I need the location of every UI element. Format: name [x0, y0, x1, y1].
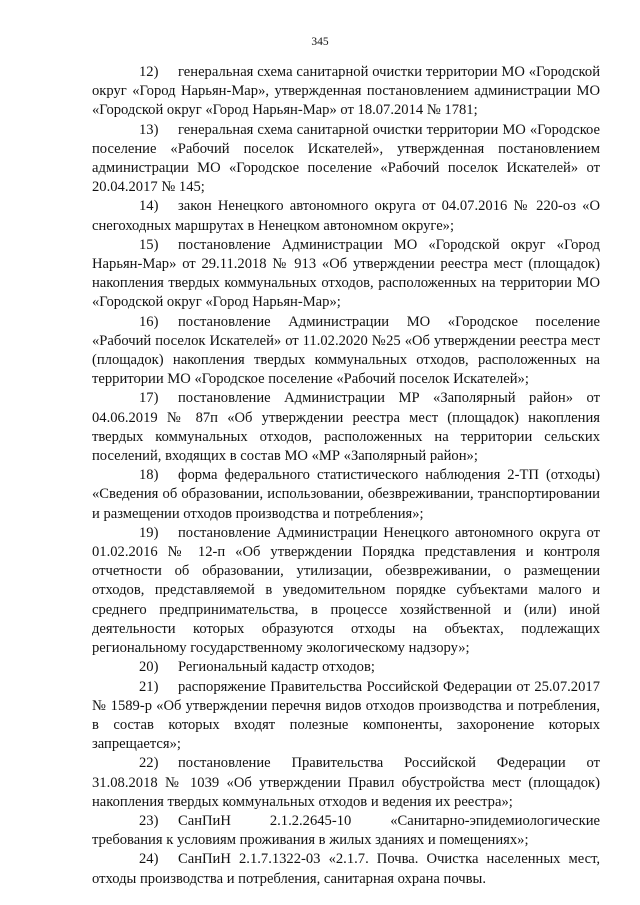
document-body [92, 63, 600, 889]
list-item [92, 197, 600, 235]
list-item [92, 313, 600, 390]
item-text: постановление Администрации МО «Городской округ «Город Нарьян-Мар» от 29.11.2018 № 913 «Об утверждении реестра мест (площадок) накопления твердых коммунальных отходов, расположенных на территории МО «Городской округ «Город Нарьян-Мар»; [92, 236, 600, 311]
item-text: распоряжение Правительства Российской Федерации от 25.07.2017 № 1589-р «Об утверждении перечня видов отходов производства и потребления, в состав которых входят полезные компоненты, захоронение которых запрещается»; [92, 678, 600, 753]
item-text: СанПиН 2.1.7.1322-03 «2.1.7. Почва. Очистка населенных мест, отходы производства и потребления, санитарная охрана почвы. [92, 851, 600, 887]
item-text: закон Ненецкого автономного округа от 04.07.2016 № 220-оз «О снегоходных маршрутах в Ненецком автономном округе»; [92, 198, 600, 234]
item-number: 20) [139, 659, 159, 676]
item-number: 24) [139, 851, 159, 868]
item-number: 21) [139, 678, 159, 695]
item-number: 19) [139, 524, 159, 541]
item-number: 22) [139, 755, 159, 772]
list-item [92, 236, 600, 313]
list-item [92, 754, 600, 812]
item-number: 18) [139, 467, 159, 484]
list-item [92, 466, 600, 524]
list-item [92, 121, 600, 198]
item-text: постановление Администрации МО «Городское поселение «Рабочий поселок Искателей» от 11.02.2020 №25 «Об утверждении реестра мест (площадок) накопления твердых коммунальных отходов, расположенных на территории МО «Городское поселение «Рабочий поселок Искателей»; [92, 313, 600, 388]
list-item [92, 389, 600, 466]
page-number: 345 [311, 36, 329, 48]
list-item [92, 678, 600, 755]
item-text: постановление Администрации МР «Заполярный район» от 04.06.2019 № 87п «Об утверждении реестра мест (площадок) накопления твердых коммунальных отходов, расположенных на территории сельских поселений, входящих в состав МО «МР «Заполярный район»; [92, 390, 600, 465]
item-number: 23) [139, 812, 159, 829]
list-item [92, 812, 600, 850]
item-text: генеральная схема санитарной очистки территории МО «Городское поселение «Рабочий поселок Искателей», утвержденная постановлением администрации МО «Городское поселение «Рабочий поселок Искателей» от 20.04.2017 № 145; [92, 121, 600, 196]
item-text: постановление Администрации Ненецкого автономного округа от 01.02.2016 № 12-п «Об утверждении Порядка представления и контроля отчетности об образовании, утилизации, обезвреживании, о размещении отходов, представляемой в уведомительном порядке субъектами малого и среднего предпринимательства, в процессе хозяйственной и (или) иной деятельности которых образуются отходы на объектах, подлежащих региональному государственному экологическому надзору»; [92, 524, 600, 657]
item-number: 13) [139, 121, 159, 138]
list-item [92, 524, 600, 658]
list-item [92, 63, 600, 121]
item-text: генеральная схема санитарной очистки территории МО «Городской округ «Город Нарьян-Мар», утвержденная постановлением администрации МО «Городской округ «Город Нарьян-Мар» от 18.07.2014 № 1781; [92, 64, 600, 119]
item-text: Региональный кадастр отходов; [178, 659, 375, 676]
item-text: постановление Правительства Российской Федерации от 31.08.2018 № 1039 «Об утверждении Правил обустройства мест (площадок) накопления твердых коммунальных отходов и ведения их реестра»; [92, 755, 600, 810]
item-number: 14) [139, 198, 159, 215]
list-item [92, 850, 600, 888]
item-number: 12) [139, 64, 159, 80]
list-item [92, 658, 600, 677]
item-number: 16) [139, 313, 159, 330]
item-text: форма федерального статистического наблюдения 2-ТП (отходы) «Сведения об образовании, использовании, обезвреживании, транспортировании и размещении отходов производства и потребления»; [92, 467, 600, 522]
item-number: 17) [139, 390, 159, 407]
item-text: СанПиН 2.1.2.2645-10 «Санитарно-эпидемиологические требования к условиям проживания в жилых зданиях и помещениях»; [92, 812, 600, 849]
item-number: 15) [139, 236, 159, 253]
